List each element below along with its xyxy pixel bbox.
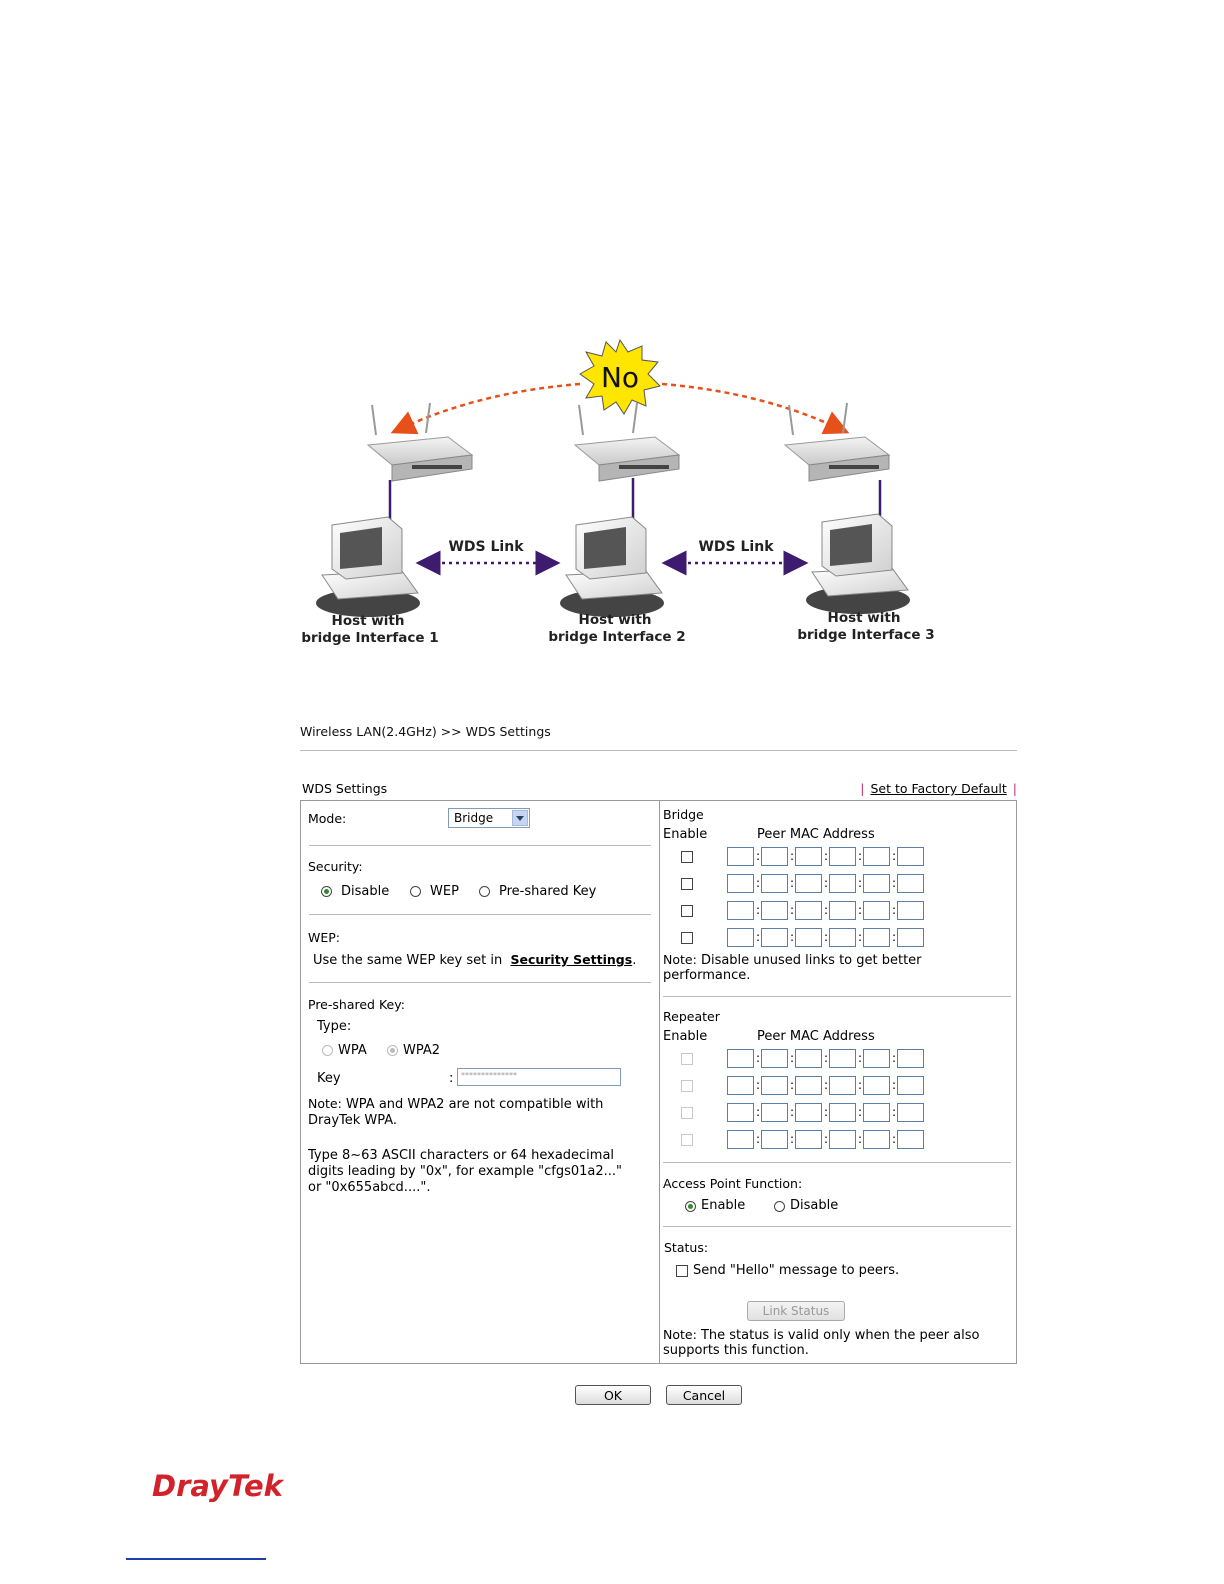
repeater-mac-octet-input[interactable]	[727, 1076, 754, 1095]
repeater-mac-octet-input[interactable]	[727, 1049, 754, 1068]
mac-separator: :	[756, 930, 761, 944]
host-pc-icon	[806, 514, 910, 614]
mac-separator: :	[858, 1132, 863, 1146]
router-icon	[785, 403, 889, 481]
mac-separator: :	[892, 1078, 897, 1092]
factory-default: | Set to Factory Default |	[860, 781, 1017, 796]
mac-separator: :	[858, 903, 863, 917]
bridge-mac-octet-input[interactable]	[761, 847, 788, 866]
draytek-logo-text: DrayTek	[152, 1469, 283, 1503]
wds-link-label-1: WDS Link	[448, 539, 524, 555]
wep-description	[313, 952, 636, 968]
repeater-peer-mac-header: Peer MAC Address	[757, 1029, 875, 1044]
repeater-mac-octet-input[interactable]	[897, 1103, 924, 1122]
mac-separator: :	[892, 876, 897, 890]
bridge-mac-octet-input[interactable]	[829, 928, 856, 947]
bridge-mac-octet-input[interactable]	[829, 847, 856, 866]
mac-separator: :	[790, 1078, 795, 1092]
divider	[663, 996, 1011, 997]
router-icon	[368, 403, 472, 481]
bridge-mac-octet-input[interactable]	[727, 874, 754, 893]
key-format-line3: or "0x655abcd....".	[308, 1180, 431, 1195]
wds-link-label-2: WDS Link	[698, 539, 774, 555]
bridge-enable-checkbox[interactable]	[681, 851, 693, 863]
repeater-mac-octet-input[interactable]	[829, 1076, 856, 1095]
bridge-peer-mac-header: Peer MAC Address	[757, 827, 875, 842]
cancel-button[interactable]: Cancel	[666, 1385, 742, 1405]
repeater-mac-octet-input[interactable]	[897, 1130, 924, 1149]
mac-separator: :	[858, 849, 863, 863]
status-note-line2: supports this function.	[663, 1343, 809, 1358]
type-radio-wpa2[interactable]	[387, 1045, 398, 1056]
mac-separator: :	[892, 849, 897, 863]
key-colon: :	[449, 1071, 454, 1086]
type-radio-wpa[interactable]	[322, 1045, 333, 1056]
host-caption-2-line1: Host with	[578, 612, 652, 628]
bridge-mac-octet-input[interactable]	[863, 874, 890, 893]
bridge-label: Bridge	[663, 807, 704, 822]
router-icon	[575, 403, 679, 481]
wep-period: .	[632, 953, 637, 968]
ok-button[interactable]: OK	[575, 1385, 651, 1405]
host-caption-1-line2: bridge Interface 1	[301, 630, 439, 646]
repeater-mac-octet-input[interactable]	[795, 1076, 822, 1095]
mac-separator: :	[824, 903, 829, 917]
bridge-mac-octet-input[interactable]	[727, 928, 754, 947]
wep-label: WEP:	[308, 930, 341, 945]
mac-separator: :	[790, 1051, 795, 1065]
type-label: Type:	[317, 1019, 352, 1034]
host-caption-3-line2: bridge Interface 3	[797, 627, 935, 643]
repeater-mac-octet-input[interactable]	[863, 1130, 890, 1149]
bridge-mac-octet-input[interactable]	[897, 928, 924, 947]
section-title: WDS Settings	[302, 781, 388, 796]
bridge-mac-octet-input[interactable]	[761, 928, 788, 947]
type-option-wpa: WPA	[338, 1043, 367, 1058]
mac-separator: :	[824, 1105, 829, 1119]
mac-separator: :	[824, 1078, 829, 1092]
divider	[309, 845, 651, 846]
mac-separator: :	[756, 1105, 761, 1119]
bridge-mac-octet-input[interactable]	[761, 874, 788, 893]
bridge-enable-checkbox[interactable]	[681, 878, 693, 890]
mode-label: Mode:	[308, 811, 347, 826]
mac-separator: :	[824, 876, 829, 890]
bridge-mac-octet-input[interactable]	[795, 874, 822, 893]
mac-separator: :	[858, 876, 863, 890]
mac-separator: :	[892, 903, 897, 917]
bridge-mac-octet-input[interactable]	[795, 901, 822, 920]
wep-text: Use the same WEP key set in	[313, 953, 503, 968]
footer-divider	[126, 1558, 266, 1560]
mac-separator: :	[756, 1051, 761, 1065]
mac-separator: :	[790, 1105, 795, 1119]
ap-function-label: Access Point Function:	[663, 1176, 803, 1191]
security-radio-psk[interactable]	[479, 886, 490, 897]
repeater-mac-octet-input[interactable]	[863, 1076, 890, 1095]
wpa-note-line2: DrayTek WPA.	[308, 1113, 398, 1128]
repeater-mac-octet-input[interactable]	[761, 1076, 788, 1095]
mode-select-value: Bridge	[454, 811, 494, 825]
repeater-mac-octet-input[interactable]	[829, 1103, 856, 1122]
mac-separator: :	[756, 849, 761, 863]
security-label: Security:	[308, 859, 363, 874]
host-pc-icon	[560, 517, 664, 617]
mac-separator: :	[858, 1051, 863, 1065]
divider	[300, 750, 1017, 751]
security-radio-disable[interactable]	[321, 886, 332, 897]
key-label: Key	[317, 1071, 341, 1086]
wds-no-diagram	[290, 330, 950, 660]
mac-separator: :	[858, 930, 863, 944]
repeater-mac-octet-input[interactable]	[761, 1049, 788, 1068]
ap-option-disable: Disable	[790, 1198, 839, 1213]
bridge-mac-octet-input[interactable]	[897, 847, 924, 866]
note-prefix: Note:	[308, 1096, 342, 1111]
bridge-mac-octet-input[interactable]	[829, 901, 856, 920]
bridge-mac-octet-input[interactable]	[829, 874, 856, 893]
security-option-disable: Disable	[341, 884, 390, 899]
bridge-mac-octet-input[interactable]	[863, 928, 890, 947]
bridge-enable-checkbox[interactable]	[681, 905, 693, 917]
divider	[309, 914, 651, 915]
bridge-enable-checkbox[interactable]	[681, 932, 693, 944]
type-option-wpa2: WPA2	[403, 1043, 441, 1058]
mac-separator: :	[790, 903, 795, 917]
security-radio-wep[interactable]	[410, 886, 421, 897]
bridge-mac-octet-input[interactable]	[727, 901, 754, 920]
repeater-enable-checkbox[interactable]	[681, 1080, 693, 1092]
key-format-line2: digits leading by "0x", for example "cfgs01a2..."	[308, 1164, 623, 1179]
repeater-mac-octet-input[interactable]	[795, 1130, 822, 1149]
mac-separator: :	[858, 1105, 863, 1119]
repeater-mac-octet-input[interactable]	[727, 1103, 754, 1122]
divider	[309, 982, 651, 983]
hello-checkbox[interactable]	[676, 1265, 688, 1277]
bridge-mac-octet-input[interactable]	[727, 847, 754, 866]
chevron-down-icon[interactable]	[512, 810, 528, 826]
note-prefix: Note:	[663, 952, 697, 967]
mac-separator: :	[790, 930, 795, 944]
mac-separator: :	[790, 849, 795, 863]
repeater-mac-octet-input[interactable]	[829, 1049, 856, 1068]
no-link-arrow-right	[662, 384, 838, 428]
draytek-logo	[152, 1466, 292, 1506]
key-input[interactable]: **************	[457, 1068, 621, 1086]
repeater-mac-octet-input[interactable]	[863, 1103, 890, 1122]
wpa-note-line1	[308, 1096, 603, 1112]
mac-separator: :	[892, 930, 897, 944]
mac-separator: :	[756, 1078, 761, 1092]
mac-separator: :	[790, 876, 795, 890]
repeater-mac-octet-input[interactable]	[897, 1076, 924, 1095]
repeater-mac-octet-input[interactable]	[727, 1130, 754, 1149]
bridge-enable-header: Enable	[663, 827, 708, 842]
ap-radio-disable[interactable]	[774, 1201, 785, 1212]
mac-separator: :	[892, 1105, 897, 1119]
bridge-mac-octet-input[interactable]	[863, 847, 890, 866]
hello-text: Send "Hello" message to peers.	[693, 1263, 900, 1278]
mac-separator: :	[858, 1078, 863, 1092]
mac-separator: :	[824, 930, 829, 944]
bridge-mac-octet-input[interactable]	[897, 901, 924, 920]
repeater-enable-checkbox[interactable]	[681, 1053, 693, 1065]
repeater-label: Repeater	[663, 1009, 720, 1024]
mac-separator: :	[756, 1132, 761, 1146]
mac-separator: :	[824, 849, 829, 863]
security-option-psk: Pre-shared Key	[499, 884, 597, 899]
repeater-mac-octet-input[interactable]	[795, 1103, 822, 1122]
set-factory-default-link[interactable]: Set to Factory Default	[870, 781, 1007, 796]
column-divider	[659, 801, 660, 1363]
breadcrumb: Wireless LAN(2.4GHz) >> WDS Settings	[300, 724, 551, 739]
bridge-mac-octet-input[interactable]	[795, 847, 822, 866]
repeater-mac-octet-input[interactable]	[897, 1049, 924, 1068]
wds-settings-panel	[300, 800, 1017, 1364]
note-prefix: Note:	[663, 1327, 697, 1342]
host-caption-3-line1: Host with	[827, 610, 901, 626]
repeater-enable-checkbox[interactable]	[681, 1107, 693, 1119]
bridge-mac-octet-input[interactable]	[897, 874, 924, 893]
repeater-mac-octet-input[interactable]	[795, 1049, 822, 1068]
repeater-mac-octet-input[interactable]	[863, 1049, 890, 1068]
mac-separator: :	[892, 1051, 897, 1065]
ap-radio-enable[interactable]	[685, 1201, 696, 1212]
bridge-note-line1	[663, 952, 922, 968]
repeater-enable-checkbox[interactable]	[681, 1134, 693, 1146]
mac-separator: :	[756, 876, 761, 890]
bridge-note-text: Disable unused links to get better	[696, 953, 922, 968]
mac-separator: :	[824, 1132, 829, 1146]
security-settings-link[interactable]: Security Settings	[510, 952, 633, 967]
wpa-note-text: WPA and WPA2 are not compatible with	[341, 1097, 604, 1112]
bridge-mac-octet-input[interactable]	[863, 901, 890, 920]
link-status-button[interactable]: Link Status	[747, 1301, 845, 1321]
divider	[663, 1162, 1011, 1163]
repeater-mac-octet-input[interactable]	[761, 1130, 788, 1149]
status-note-line1	[663, 1327, 980, 1343]
status-label: Status:	[664, 1240, 709, 1255]
status-note-text: The status is valid only when the peer also	[696, 1328, 980, 1343]
security-option-wep: WEP	[430, 884, 459, 899]
host-caption-1-line1: Host with	[331, 613, 405, 629]
host-pc-icon	[316, 517, 420, 617]
no-badge	[580, 340, 660, 414]
no-badge-text: No	[600, 361, 640, 394]
repeater-mac-octet-input[interactable]	[761, 1103, 788, 1122]
mac-separator: :	[756, 903, 761, 917]
mac-separator: :	[892, 1132, 897, 1146]
repeater-enable-header: Enable	[663, 1029, 708, 1044]
host-caption-2-line2: bridge Interface 2	[548, 629, 686, 645]
divider	[663, 1226, 1011, 1227]
mac-separator: :	[824, 1051, 829, 1065]
repeater-mac-octet-input[interactable]	[829, 1130, 856, 1149]
bridge-note-line2: performance.	[663, 968, 751, 983]
mode-select[interactable]	[448, 808, 530, 828]
psk-label: Pre-shared Key:	[308, 997, 405, 1012]
bridge-mac-octet-input[interactable]	[795, 928, 822, 947]
mac-separator: :	[790, 1132, 795, 1146]
bridge-mac-octet-input[interactable]	[761, 901, 788, 920]
key-format-line1: Type 8~63 ASCII characters or 64 hexadecimal	[308, 1148, 615, 1163]
ap-option-enable: Enable	[701, 1198, 746, 1213]
